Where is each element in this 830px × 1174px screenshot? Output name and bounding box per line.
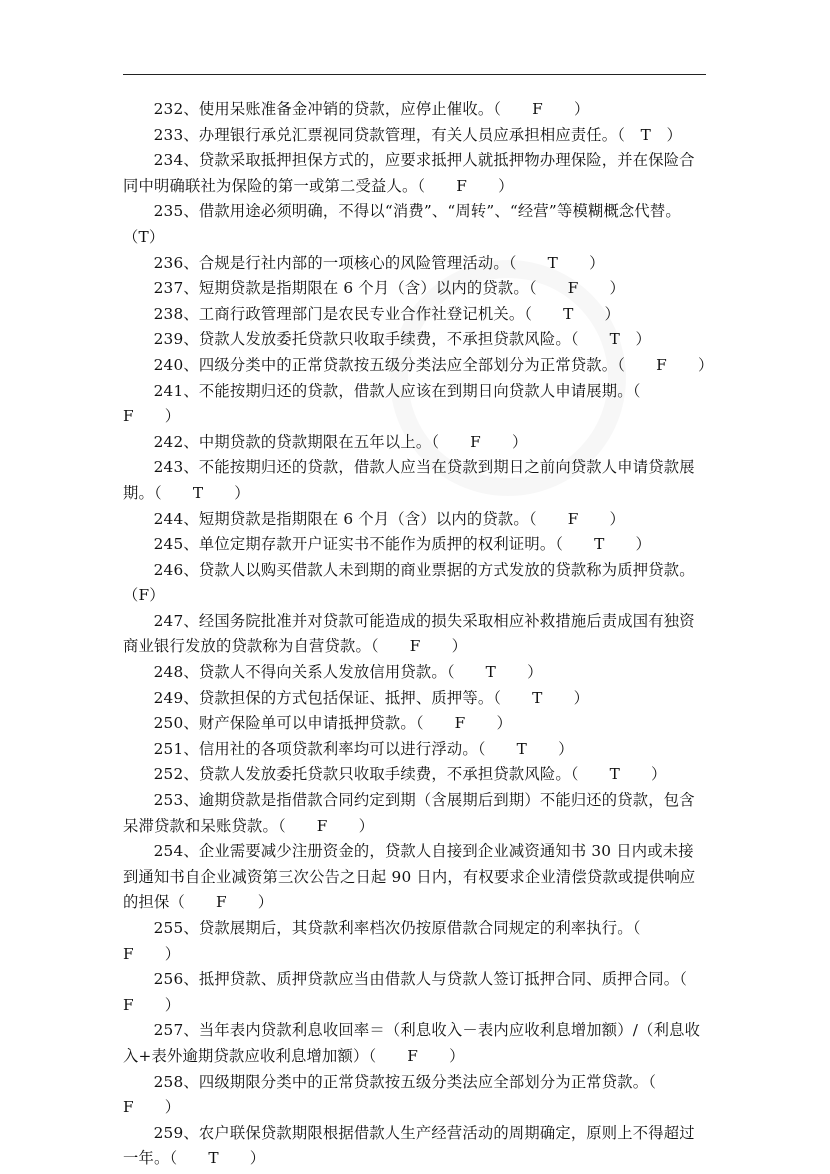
list-item: 248、贷款人不得向关系人发放信用贷款。（ T ） [153,663,543,682]
list-item: 247、经国务院批准并对贷款可能造成的损失采取相应补救措施后责成国有独资商业银行发放的贷款称为自营贷款。（ F ） [123,611,695,656]
list-item: 249、贷款担保的方式包括保证、抵押、质押等。（ T ） [153,688,590,707]
list-item: 256、抵押贷款、质押贷款应当由借款人与贷款人签订抵押合同、质押合同。（ F ） [123,970,719,1014]
list-item: 246、贷款人以购买借款人未到期的商业票据的方式发放的贷款称为质押贷款。（F） [123,560,695,605]
list-item: 233、办理银行承兑汇票视同贷款管理，有关人员应承担相应责任。（ T ） [153,125,683,144]
list-item: 239、贷款人发放委托贷款只收取手续费，不承担贷款风险。（ T ） [153,330,652,349]
list-item: 237、短期贷款是指期限在 6 个月（含）以内的贷款。（ F ） [153,279,626,298]
list-item: 234、贷款采取抵押担保方式的，应要求抵押人就抵押物办理保险，并在保险合同中明确联社为保险的第一或第二受益人。（ F ） [123,151,695,195]
list-item: 245、单位定期存款开户证实书不能作为质押的权利证明。（ T ） [153,535,652,554]
list-item: 241、不能按期归还的贷款，借款人应该在到期日向贷款人申请展期。（ F ） [123,381,672,426]
list-item: 238、工商行政管理部门是农民专业合作社登记机关。（ T ） [153,304,621,323]
list-item: 258、四级期限分类中的正常贷款按五级分类法应全部划分为正常贷款。（ F ） [123,1072,688,1117]
list-item: 255、贷款展期后，其贷款利率档次仍按原借款合同规定的利率执行。（ F ） [123,919,672,963]
list-item: 243、不能按期归还的贷款，借款人应当在贷款到期日之前向贷款人申请贷款展期。（ T ） [123,458,695,502]
list-item: 235、借款用途必须明确，不得以“消费”、“周转”、“经营”等模糊概念代替。（T） [123,202,681,246]
header-rule [123,74,706,75]
question-list [123,97,719,1172]
list-item: 250、财产保险单可以申请抵押贷款。（ F ） [153,714,512,733]
list-item: 254、企业需要减少注册资金的，贷款人自接到企业减资通知书 30 日内或未接到通知书自企业减资第三次公告之日起 90 日内，有权要求企业清偿贷款或提供响应的担保（ F ） [123,842,696,912]
list-item: 257、当年表内贷款利息收回率＝（利息收入－表内应收利息增加额）/（利息收入+表外逾期贷款应收利息增加额）（ F ） [123,1021,701,1065]
list-item: 252、贷款人发放委托贷款只收取手续费，不承担贷款风险。（ T ） [153,765,667,784]
list-item: 242、中期贷款的贷款期限在五年以上。（ F ） [153,432,528,451]
list-item: 251、信用社的各项贷款利率均可以进行浮动。（ T ） [153,739,574,758]
list-item: 253、逾期贷款是指借款合同约定到期（含展期后到期）不能归还的贷款，包含呆滞贷款和呆账贷款。（ F ） [123,791,695,835]
list-item: 244、短期贷款是指期限在 6 个月（含）以内的贷款。（ F ） [153,509,626,528]
list-item: 240、四级分类中的正常贷款按五级分类法应全部划分为正常贷款。（ F ） [153,355,714,374]
list-item: 236、合规是行社内部的一项核心的风险管理活动。（ T ） [153,253,605,272]
list-item: 232、使用呆账准备金冲销的贷款，应停止催收。（ F ） [153,100,590,118]
list-item: 259、农户联保贷款期限根据借款人生产经营活动的周期确定，原则上不得超过一年。（ T ） [123,1123,695,1168]
